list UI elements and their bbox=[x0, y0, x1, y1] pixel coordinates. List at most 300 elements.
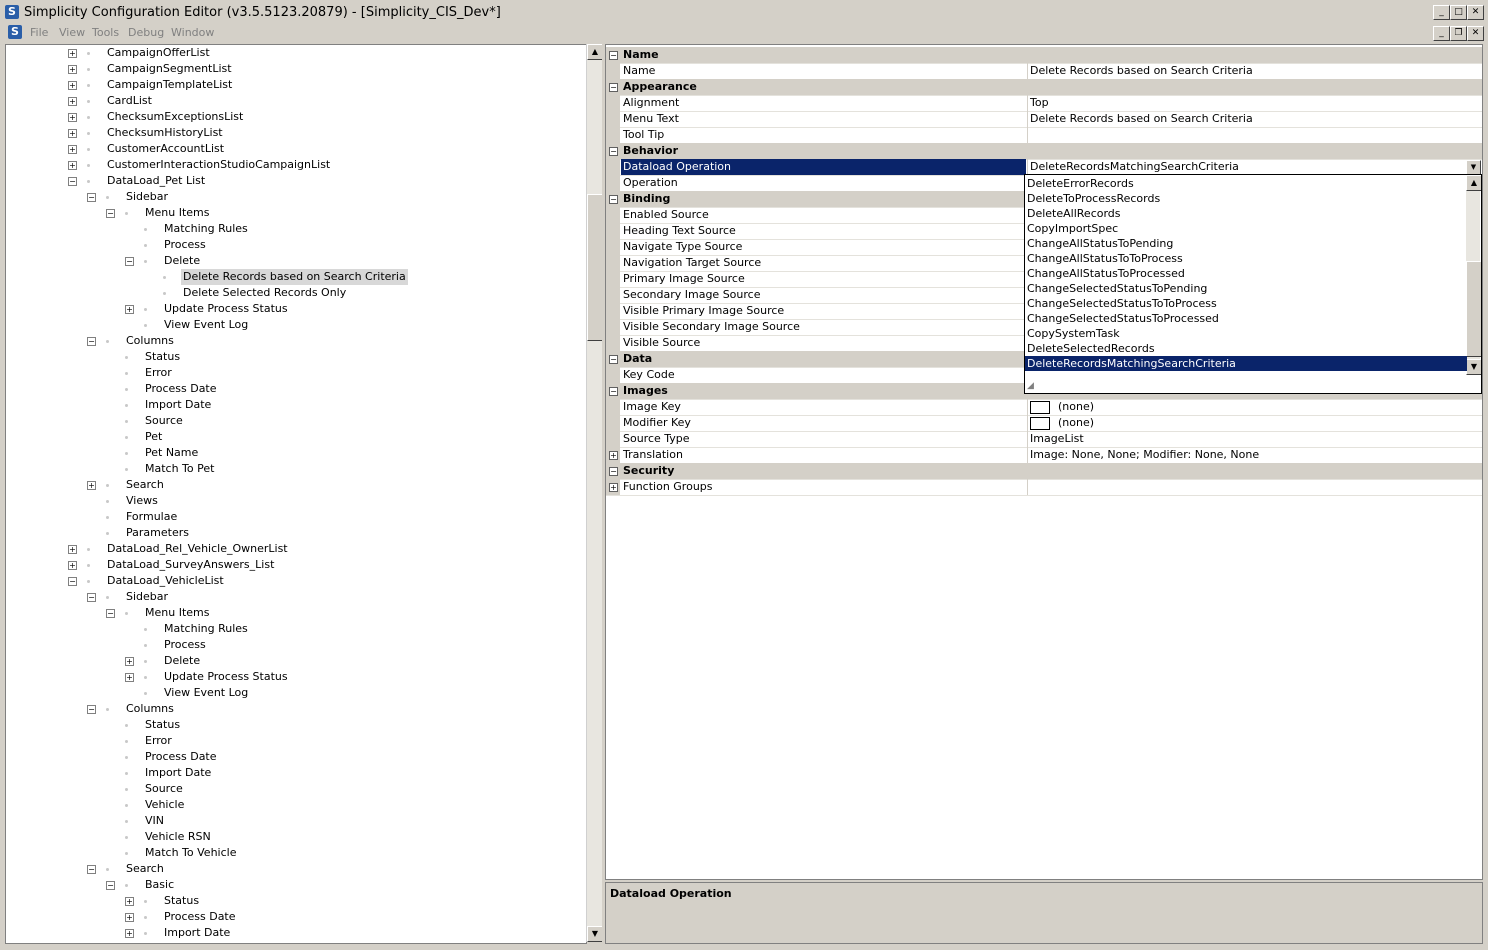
expand-icon[interactable]: + bbox=[69, 145, 76, 154]
expand-icon[interactable]: + bbox=[69, 97, 76, 106]
property-label[interactable]: Navigate Type Source bbox=[623, 240, 743, 253]
row-gutter bbox=[606, 479, 620, 495]
category-label: Data bbox=[623, 352, 653, 365]
image-swatch-icon bbox=[1030, 401, 1050, 414]
property-label[interactable]: Function Groups bbox=[623, 480, 713, 493]
property-row[interactable] bbox=[606, 399, 1482, 416]
collapse-icon[interactable]: − bbox=[88, 337, 95, 346]
tree-node-label[interactable]: Delete bbox=[164, 654, 201, 667]
dataload-operation-dropdown-list[interactable] bbox=[1024, 174, 1482, 394]
property-label[interactable]: Image Key bbox=[623, 400, 681, 413]
node-bullet-icon bbox=[87, 148, 90, 151]
tree-node-label[interactable]: Status bbox=[145, 350, 181, 363]
dropdown-option[interactable]: DeleteAllRecords bbox=[1027, 207, 1121, 220]
collapse-icon[interactable]: − bbox=[88, 193, 95, 202]
expand-icon[interactable]: + bbox=[610, 451, 617, 460]
collapse-icon[interactable]: − bbox=[69, 577, 76, 586]
expand-icon[interactable]: + bbox=[69, 65, 76, 74]
row-gutter bbox=[606, 239, 620, 255]
tree-node[interactable] bbox=[6, 573, 584, 589]
row-gutter bbox=[606, 159, 620, 175]
property-value[interactable] bbox=[1027, 479, 1482, 495]
property-value[interactable] bbox=[1027, 447, 1482, 463]
tree-node[interactable] bbox=[6, 685, 584, 701]
tree-node[interactable] bbox=[6, 125, 584, 141]
menu-debug[interactable]: Debug bbox=[128, 26, 165, 39]
expand-icon[interactable]: + bbox=[610, 483, 617, 492]
tree-node-label[interactable]: Update Process Status bbox=[164, 302, 288, 315]
row-gutter bbox=[606, 191, 620, 207]
node-bullet-icon bbox=[87, 84, 90, 87]
tree-node[interactable] bbox=[6, 333, 584, 349]
mdi-app-icon[interactable]: S bbox=[8, 25, 22, 39]
property-value-text: Delete Records based on Search Criteria bbox=[1030, 112, 1253, 125]
tree-node[interactable] bbox=[6, 157, 584, 173]
tree-node-label[interactable]: Search bbox=[126, 862, 164, 875]
tree-node-label[interactable]: VIN bbox=[145, 814, 164, 827]
property-value[interactable] bbox=[1027, 127, 1482, 143]
property-value[interactable] bbox=[1027, 399, 1482, 415]
tree-node-label[interactable]: DataLoad_VehicleList bbox=[107, 574, 224, 587]
node-bullet-icon bbox=[106, 532, 109, 535]
property-category[interactable] bbox=[606, 143, 1482, 160]
property-label[interactable]: Menu Text bbox=[623, 112, 679, 125]
node-bullet-icon bbox=[125, 884, 128, 887]
tree-node[interactable] bbox=[6, 557, 584, 573]
node-bullet-icon bbox=[106, 340, 109, 343]
node-bullet-icon bbox=[144, 692, 147, 695]
node-bullet-icon bbox=[87, 100, 90, 103]
dropdown-option[interactable]: CopyImportSpec bbox=[1027, 222, 1119, 235]
collapse-icon[interactable]: − bbox=[610, 147, 617, 156]
tree-node-label[interactable]: Sidebar bbox=[126, 190, 169, 203]
property-value[interactable] bbox=[1027, 63, 1482, 79]
dropdown-scrollbar[interactable] bbox=[1466, 175, 1480, 375]
node-bullet-icon bbox=[125, 788, 128, 791]
tree-node-label[interactable]: Delete bbox=[164, 254, 201, 267]
property-label[interactable]: Source Type bbox=[623, 432, 690, 445]
property-row[interactable] bbox=[606, 127, 1482, 144]
row-gutter bbox=[606, 143, 620, 159]
tree-node-label[interactable]: CustomerAccountList bbox=[107, 142, 225, 155]
maximize-button[interactable]: □ bbox=[1450, 5, 1467, 20]
tree-node-label[interactable]: Import Date bbox=[145, 398, 212, 411]
resize-grip-icon[interactable]: ◢ bbox=[1027, 381, 1034, 391]
dropdown-option[interactable]: CopySystemTask bbox=[1027, 327, 1120, 340]
tree-node[interactable] bbox=[6, 653, 584, 669]
tree-node-label[interactable]: CampaignTemplateList bbox=[107, 78, 233, 91]
collapse-icon[interactable]: − bbox=[610, 467, 617, 476]
expand-icon[interactable]: + bbox=[69, 81, 76, 90]
collapse-icon[interactable]: − bbox=[610, 387, 617, 396]
property-label[interactable]: Visible Secondary Image Source bbox=[623, 320, 800, 333]
dropdown-option[interactable]: DeleteRecordsMatchingSearchCriteria bbox=[1025, 356, 1467, 371]
category-label: Appearance bbox=[623, 80, 697, 93]
tree-node-label[interactable]: Delete Records based on Search Criteria bbox=[183, 270, 406, 283]
property-label[interactable]: Primary Image Source bbox=[623, 272, 745, 285]
collapse-icon[interactable]: − bbox=[88, 705, 95, 714]
property-row[interactable] bbox=[606, 111, 1482, 128]
tree-node[interactable] bbox=[6, 413, 584, 429]
tree-node-label[interactable]: CustomerInteractionStudioCampaignList bbox=[107, 158, 331, 171]
property-row[interactable] bbox=[606, 479, 1482, 496]
tree-node-label[interactable]: Import Date bbox=[164, 926, 231, 939]
tree-node[interactable] bbox=[6, 909, 584, 925]
tree-node[interactable] bbox=[6, 797, 584, 813]
property-label[interactable]: Secondary Image Source bbox=[623, 288, 761, 301]
property-category[interactable] bbox=[606, 47, 1482, 64]
tree-node[interactable] bbox=[6, 525, 584, 541]
property-row[interactable] bbox=[606, 447, 1482, 464]
tree-node[interactable] bbox=[6, 765, 584, 781]
dropdown-scroll-up-button[interactable]: ▲ bbox=[1466, 175, 1482, 191]
tree-node-label[interactable]: Vehicle bbox=[145, 798, 185, 811]
tree-node[interactable] bbox=[6, 829, 584, 845]
image-swatch-icon bbox=[1030, 417, 1050, 430]
node-bullet-icon bbox=[87, 548, 90, 551]
tree-node-label[interactable]: Basic bbox=[145, 878, 175, 891]
property-category[interactable] bbox=[606, 79, 1482, 96]
tree-node[interactable] bbox=[6, 477, 584, 493]
tree-node[interactable] bbox=[6, 509, 584, 525]
property-label[interactable]: Enabled Source bbox=[623, 208, 709, 221]
node-bullet-icon bbox=[125, 404, 128, 407]
expand-icon[interactable]: + bbox=[69, 545, 76, 554]
tree-node-label[interactable]: Formulae bbox=[126, 510, 178, 523]
node-bullet-icon bbox=[125, 852, 128, 855]
scroll-up-button[interactable]: ▲ bbox=[587, 44, 603, 60]
tree-node-label[interactable]: Process Date bbox=[164, 910, 236, 923]
dropdown-scroll-down-button[interactable]: ▼ bbox=[1466, 359, 1482, 375]
node-bullet-icon bbox=[144, 644, 147, 647]
tree-node-label[interactable]: Source bbox=[145, 782, 183, 795]
expand-icon[interactable]: + bbox=[69, 161, 76, 170]
property-value[interactable] bbox=[1027, 431, 1482, 447]
node-bullet-icon bbox=[144, 900, 147, 903]
row-gutter bbox=[606, 351, 620, 367]
category-label: Images bbox=[623, 384, 668, 397]
tree-node[interactable] bbox=[6, 461, 584, 477]
window-title: Simplicity Configuration Editor (v3.5.5123.20879) - [Simplicity_CIS_Dev*] bbox=[24, 5, 501, 20]
tree-node-label[interactable]: Parameters bbox=[126, 526, 189, 539]
tree-node-label[interactable]: Matching Rules bbox=[164, 622, 248, 635]
node-bullet-icon bbox=[87, 52, 90, 55]
node-bullet-icon bbox=[87, 68, 90, 71]
expand-icon[interactable]: + bbox=[69, 129, 76, 138]
node-bullet-icon bbox=[125, 452, 128, 455]
tree-node[interactable] bbox=[6, 221, 584, 237]
mdi-close-button[interactable]: ✕ bbox=[1467, 26, 1484, 41]
row-gutter bbox=[606, 207, 620, 223]
tree-node[interactable] bbox=[6, 189, 584, 205]
tree-node[interactable] bbox=[6, 61, 584, 77]
category-label: Binding bbox=[623, 192, 671, 205]
dropdown-option[interactable]: ChangeAllStatusToToProcess bbox=[1027, 252, 1183, 265]
node-bullet-icon bbox=[125, 420, 128, 423]
tree-node-label[interactable]: Menu Items bbox=[145, 206, 210, 219]
property-row[interactable] bbox=[606, 95, 1482, 112]
tree-node[interactable] bbox=[6, 381, 584, 397]
collapse-icon[interactable]: − bbox=[107, 609, 114, 618]
tree-node[interactable] bbox=[6, 429, 584, 445]
node-bullet-icon bbox=[87, 564, 90, 567]
tree-node[interactable] bbox=[6, 861, 584, 877]
node-bullet-icon bbox=[125, 772, 128, 775]
tree-node-label[interactable]: DataLoad_Pet List bbox=[107, 174, 206, 187]
category-label: Behavior bbox=[623, 144, 679, 157]
property-row[interactable] bbox=[606, 63, 1482, 80]
tree-node[interactable] bbox=[6, 717, 584, 733]
node-bullet-icon bbox=[125, 724, 128, 727]
row-gutter bbox=[606, 223, 620, 239]
tree-node[interactable] bbox=[6, 237, 584, 253]
tree-node-label[interactable]: Source bbox=[145, 414, 183, 427]
tree-node-label[interactable]: Delete Selected Records Only bbox=[183, 286, 347, 299]
minimize-button[interactable]: _ bbox=[1433, 5, 1450, 20]
scroll-down-button[interactable]: ▼ bbox=[587, 926, 603, 942]
menu-view[interactable]: View bbox=[59, 26, 86, 39]
tree-node[interactable] bbox=[6, 813, 584, 829]
tree-node[interactable] bbox=[6, 669, 584, 685]
expand-icon[interactable]: + bbox=[69, 561, 76, 570]
collapse-icon[interactable]: − bbox=[610, 195, 617, 204]
collapse-icon[interactable]: − bbox=[69, 177, 76, 186]
tree-node-label[interactable]: Import Date bbox=[145, 766, 212, 779]
row-gutter bbox=[606, 399, 620, 415]
expand-icon[interactable]: + bbox=[126, 897, 133, 906]
node-bullet-icon bbox=[106, 484, 109, 487]
tree-node[interactable] bbox=[6, 397, 584, 413]
dropdown-option[interactable]: DeleteToProcessRecords bbox=[1027, 192, 1161, 205]
property-label[interactable]: Navigation Target Source bbox=[623, 256, 762, 269]
row-gutter bbox=[606, 175, 620, 191]
row-gutter bbox=[606, 463, 620, 479]
row-gutter bbox=[606, 111, 620, 127]
tree-node-label[interactable]: CampaignOfferList bbox=[107, 46, 210, 59]
tree-node[interactable] bbox=[6, 781, 584, 797]
property-label[interactable]: Translation bbox=[623, 448, 683, 461]
node-bullet-icon bbox=[87, 180, 90, 183]
tree-node-label[interactable]: Columns bbox=[126, 334, 174, 347]
configuration-tree[interactable] bbox=[5, 44, 587, 944]
tree-node[interactable] bbox=[6, 349, 584, 365]
collapse-icon[interactable]: − bbox=[610, 83, 617, 92]
row-gutter bbox=[606, 383, 620, 399]
tree-node-label[interactable]: Vehicle RSN bbox=[145, 830, 211, 843]
tree-node[interactable] bbox=[6, 77, 584, 93]
tree-node[interactable] bbox=[6, 109, 584, 125]
expand-icon[interactable]: + bbox=[126, 929, 133, 938]
tree-node-label[interactable]: CardList bbox=[107, 94, 152, 107]
node-bullet-icon bbox=[106, 708, 109, 711]
tree-node[interactable] bbox=[6, 893, 584, 909]
tree-node-label[interactable]: Match To Vehicle bbox=[145, 846, 237, 859]
scroll-thumb[interactable] bbox=[587, 194, 603, 341]
tree-node-label[interactable]: CampaignSegmentList bbox=[107, 62, 232, 75]
row-gutter bbox=[606, 367, 620, 383]
title-bar bbox=[0, 0, 1488, 25]
tree-node-label[interactable]: Update Process Status bbox=[164, 670, 288, 683]
expand-icon[interactable]: + bbox=[126, 305, 133, 314]
node-bullet-icon bbox=[125, 388, 128, 391]
property-label[interactable]: Tool Tip bbox=[623, 128, 665, 141]
collapse-icon[interactable]: − bbox=[88, 593, 95, 602]
expand-icon[interactable]: + bbox=[69, 49, 76, 58]
tree-node-label[interactable]: Error bbox=[145, 366, 172, 379]
tree-node-label[interactable]: Columns bbox=[126, 702, 174, 715]
tree-node-label[interactable]: Matching Rules bbox=[164, 222, 248, 235]
collapse-icon[interactable]: − bbox=[610, 51, 617, 60]
row-gutter bbox=[606, 271, 620, 287]
collapse-icon[interactable]: − bbox=[126, 257, 133, 266]
property-label[interactable]: Modifier Key bbox=[623, 416, 691, 429]
tree-node[interactable] bbox=[6, 45, 584, 61]
expand-icon[interactable]: + bbox=[88, 481, 95, 490]
row-gutter bbox=[606, 335, 620, 351]
tree-node[interactable] bbox=[6, 301, 584, 317]
property-label[interactable]: Key Code bbox=[623, 368, 675, 381]
row-gutter bbox=[606, 319, 620, 335]
tree-node[interactable] bbox=[6, 493, 584, 509]
tree-node-label[interactable]: Sidebar bbox=[126, 590, 169, 603]
mdi-restore-button[interactable]: ❐ bbox=[1450, 26, 1467, 41]
mdi-minimize-button[interactable]: _ bbox=[1433, 26, 1450, 41]
collapse-icon[interactable]: − bbox=[107, 881, 114, 890]
dropdown-option[interactable]: ChangeSelectedStatusToPending bbox=[1027, 282, 1208, 295]
tree-node-label[interactable]: View Event Log bbox=[164, 318, 249, 331]
dropdown-scroll-thumb[interactable] bbox=[1466, 261, 1482, 357]
tree-node[interactable] bbox=[6, 285, 584, 301]
tree-node[interactable] bbox=[6, 93, 584, 109]
dropdown-option[interactable]: DeleteSelectedRecords bbox=[1027, 342, 1155, 355]
tree-node-label[interactable]: ChecksumHistoryList bbox=[107, 126, 223, 139]
tree-node-label[interactable]: Pet Name bbox=[145, 446, 199, 459]
tree-node-label[interactable]: ChecksumExceptionsList bbox=[107, 110, 244, 123]
tree-node[interactable] bbox=[6, 621, 584, 637]
tree-node-label[interactable]: Process Date bbox=[145, 750, 217, 763]
tree-node-label[interactable]: DataLoad_SurveyAnswers_List bbox=[107, 558, 275, 571]
row-gutter bbox=[606, 447, 620, 463]
property-label[interactable]: Name bbox=[623, 64, 656, 77]
property-label[interactable]: Visible Source bbox=[623, 336, 701, 349]
node-bullet-icon bbox=[125, 436, 128, 439]
collapse-icon[interactable]: − bbox=[610, 355, 617, 364]
tree-node[interactable] bbox=[6, 541, 584, 557]
property-value[interactable] bbox=[1027, 159, 1482, 175]
tree-node[interactable] bbox=[6, 173, 584, 189]
property-value[interactable] bbox=[1027, 111, 1482, 127]
dropdown-option[interactable]: ChangeSelectedStatusToProcessed bbox=[1027, 312, 1219, 325]
property-label[interactable]: Visible Primary Image Source bbox=[623, 304, 785, 317]
tree-node-label[interactable]: Views bbox=[126, 494, 158, 507]
tree-node-label[interactable]: Process Date bbox=[145, 382, 217, 395]
menu-bar bbox=[0, 24, 1488, 42]
tree-node[interactable] bbox=[6, 637, 584, 653]
tree-node[interactable] bbox=[6, 317, 584, 333]
property-grid[interactable] bbox=[605, 44, 1483, 880]
collapse-icon[interactable]: − bbox=[107, 209, 114, 218]
collapse-icon[interactable]: − bbox=[88, 865, 95, 874]
property-category[interactable] bbox=[606, 463, 1482, 480]
node-bullet-icon bbox=[144, 660, 147, 663]
dropdown-option[interactable]: ChangeAllStatusToPending bbox=[1027, 237, 1174, 250]
tree-node-label[interactable]: Pet bbox=[145, 430, 163, 443]
tree-node[interactable] bbox=[6, 877, 584, 893]
tree-node[interactable] bbox=[6, 749, 584, 765]
menu-window[interactable]: Window bbox=[171, 26, 215, 39]
tree-node[interactable] bbox=[6, 605, 584, 621]
tree-node[interactable] bbox=[6, 925, 584, 941]
property-row[interactable] bbox=[606, 431, 1482, 448]
node-bullet-icon bbox=[125, 804, 128, 807]
property-label[interactable]: Operation bbox=[623, 176, 678, 189]
tree-node-label[interactable]: Status bbox=[145, 718, 181, 731]
tree-node-label[interactable]: Search bbox=[126, 478, 164, 491]
tree-node[interactable] bbox=[6, 701, 584, 717]
close-button[interactable]: ✕ bbox=[1467, 5, 1484, 20]
tree-scrollbar[interactable] bbox=[586, 44, 603, 942]
tree-node[interactable] bbox=[6, 269, 584, 285]
property-value-text: Delete Records based on Search Criteria bbox=[1030, 64, 1253, 77]
tree-node[interactable] bbox=[6, 205, 584, 221]
node-bullet-icon bbox=[125, 372, 128, 375]
tree-node[interactable] bbox=[6, 365, 584, 381]
property-value-text: ImageList bbox=[1030, 432, 1084, 445]
node-bullet-icon bbox=[106, 868, 109, 871]
property-label[interactable]: Heading Text Source bbox=[623, 224, 736, 237]
tree-node[interactable] bbox=[6, 845, 584, 861]
tree-node[interactable] bbox=[6, 253, 584, 269]
expand-icon[interactable]: + bbox=[126, 673, 133, 682]
dropdown-arrow-icon[interactable]: ▼ bbox=[1466, 160, 1481, 175]
property-value-text: Top bbox=[1030, 96, 1049, 109]
tree-node-label[interactable]: Match To Pet bbox=[145, 462, 215, 475]
help-title: Dataload Operation bbox=[610, 887, 732, 900]
menu-file[interactable]: File bbox=[30, 26, 49, 39]
property-row[interactable] bbox=[606, 415, 1482, 432]
tree-node[interactable] bbox=[6, 141, 584, 157]
tree-node-label[interactable]: View Event Log bbox=[164, 686, 249, 699]
tree-node[interactable] bbox=[6, 733, 584, 749]
property-value[interactable] bbox=[1027, 95, 1482, 111]
expand-icon[interactable]: + bbox=[126, 657, 133, 666]
dropdown-option[interactable]: ChangeAllStatusToProcessed bbox=[1027, 267, 1185, 280]
dropdown-option[interactable]: ChangeSelectedStatusToToProcess bbox=[1027, 297, 1217, 310]
tree-node-label[interactable]: Process bbox=[164, 638, 206, 651]
expand-icon[interactable]: + bbox=[126, 913, 133, 922]
tree-node-label[interactable]: Status bbox=[164, 894, 200, 907]
node-bullet-icon bbox=[106, 516, 109, 519]
row-gutter bbox=[606, 63, 620, 79]
menu-tools[interactable]: Tools bbox=[92, 26, 120, 39]
tree-node-label[interactable]: Process bbox=[164, 238, 206, 251]
tree-node-label[interactable]: Error bbox=[145, 734, 172, 747]
expand-icon[interactable]: + bbox=[69, 113, 76, 122]
dropdown-option[interactable]: DeleteErrorRecords bbox=[1027, 177, 1134, 190]
property-value[interactable] bbox=[1027, 415, 1482, 431]
property-label[interactable]: Alignment bbox=[623, 96, 680, 109]
node-bullet-icon bbox=[144, 676, 147, 679]
tree-node[interactable] bbox=[6, 589, 584, 605]
node-bullet-icon bbox=[87, 132, 90, 135]
row-gutter bbox=[606, 79, 620, 95]
node-bullet-icon bbox=[106, 596, 109, 599]
tree-node[interactable] bbox=[6, 445, 584, 461]
tree-node-label[interactable]: Menu Items bbox=[145, 606, 210, 619]
app-icon[interactable]: S bbox=[5, 5, 19, 19]
property-label[interactable]: Dataload Operation bbox=[623, 160, 732, 173]
tree-node-label[interactable]: DataLoad_Rel_Vehicle_OwnerList bbox=[107, 542, 288, 555]
